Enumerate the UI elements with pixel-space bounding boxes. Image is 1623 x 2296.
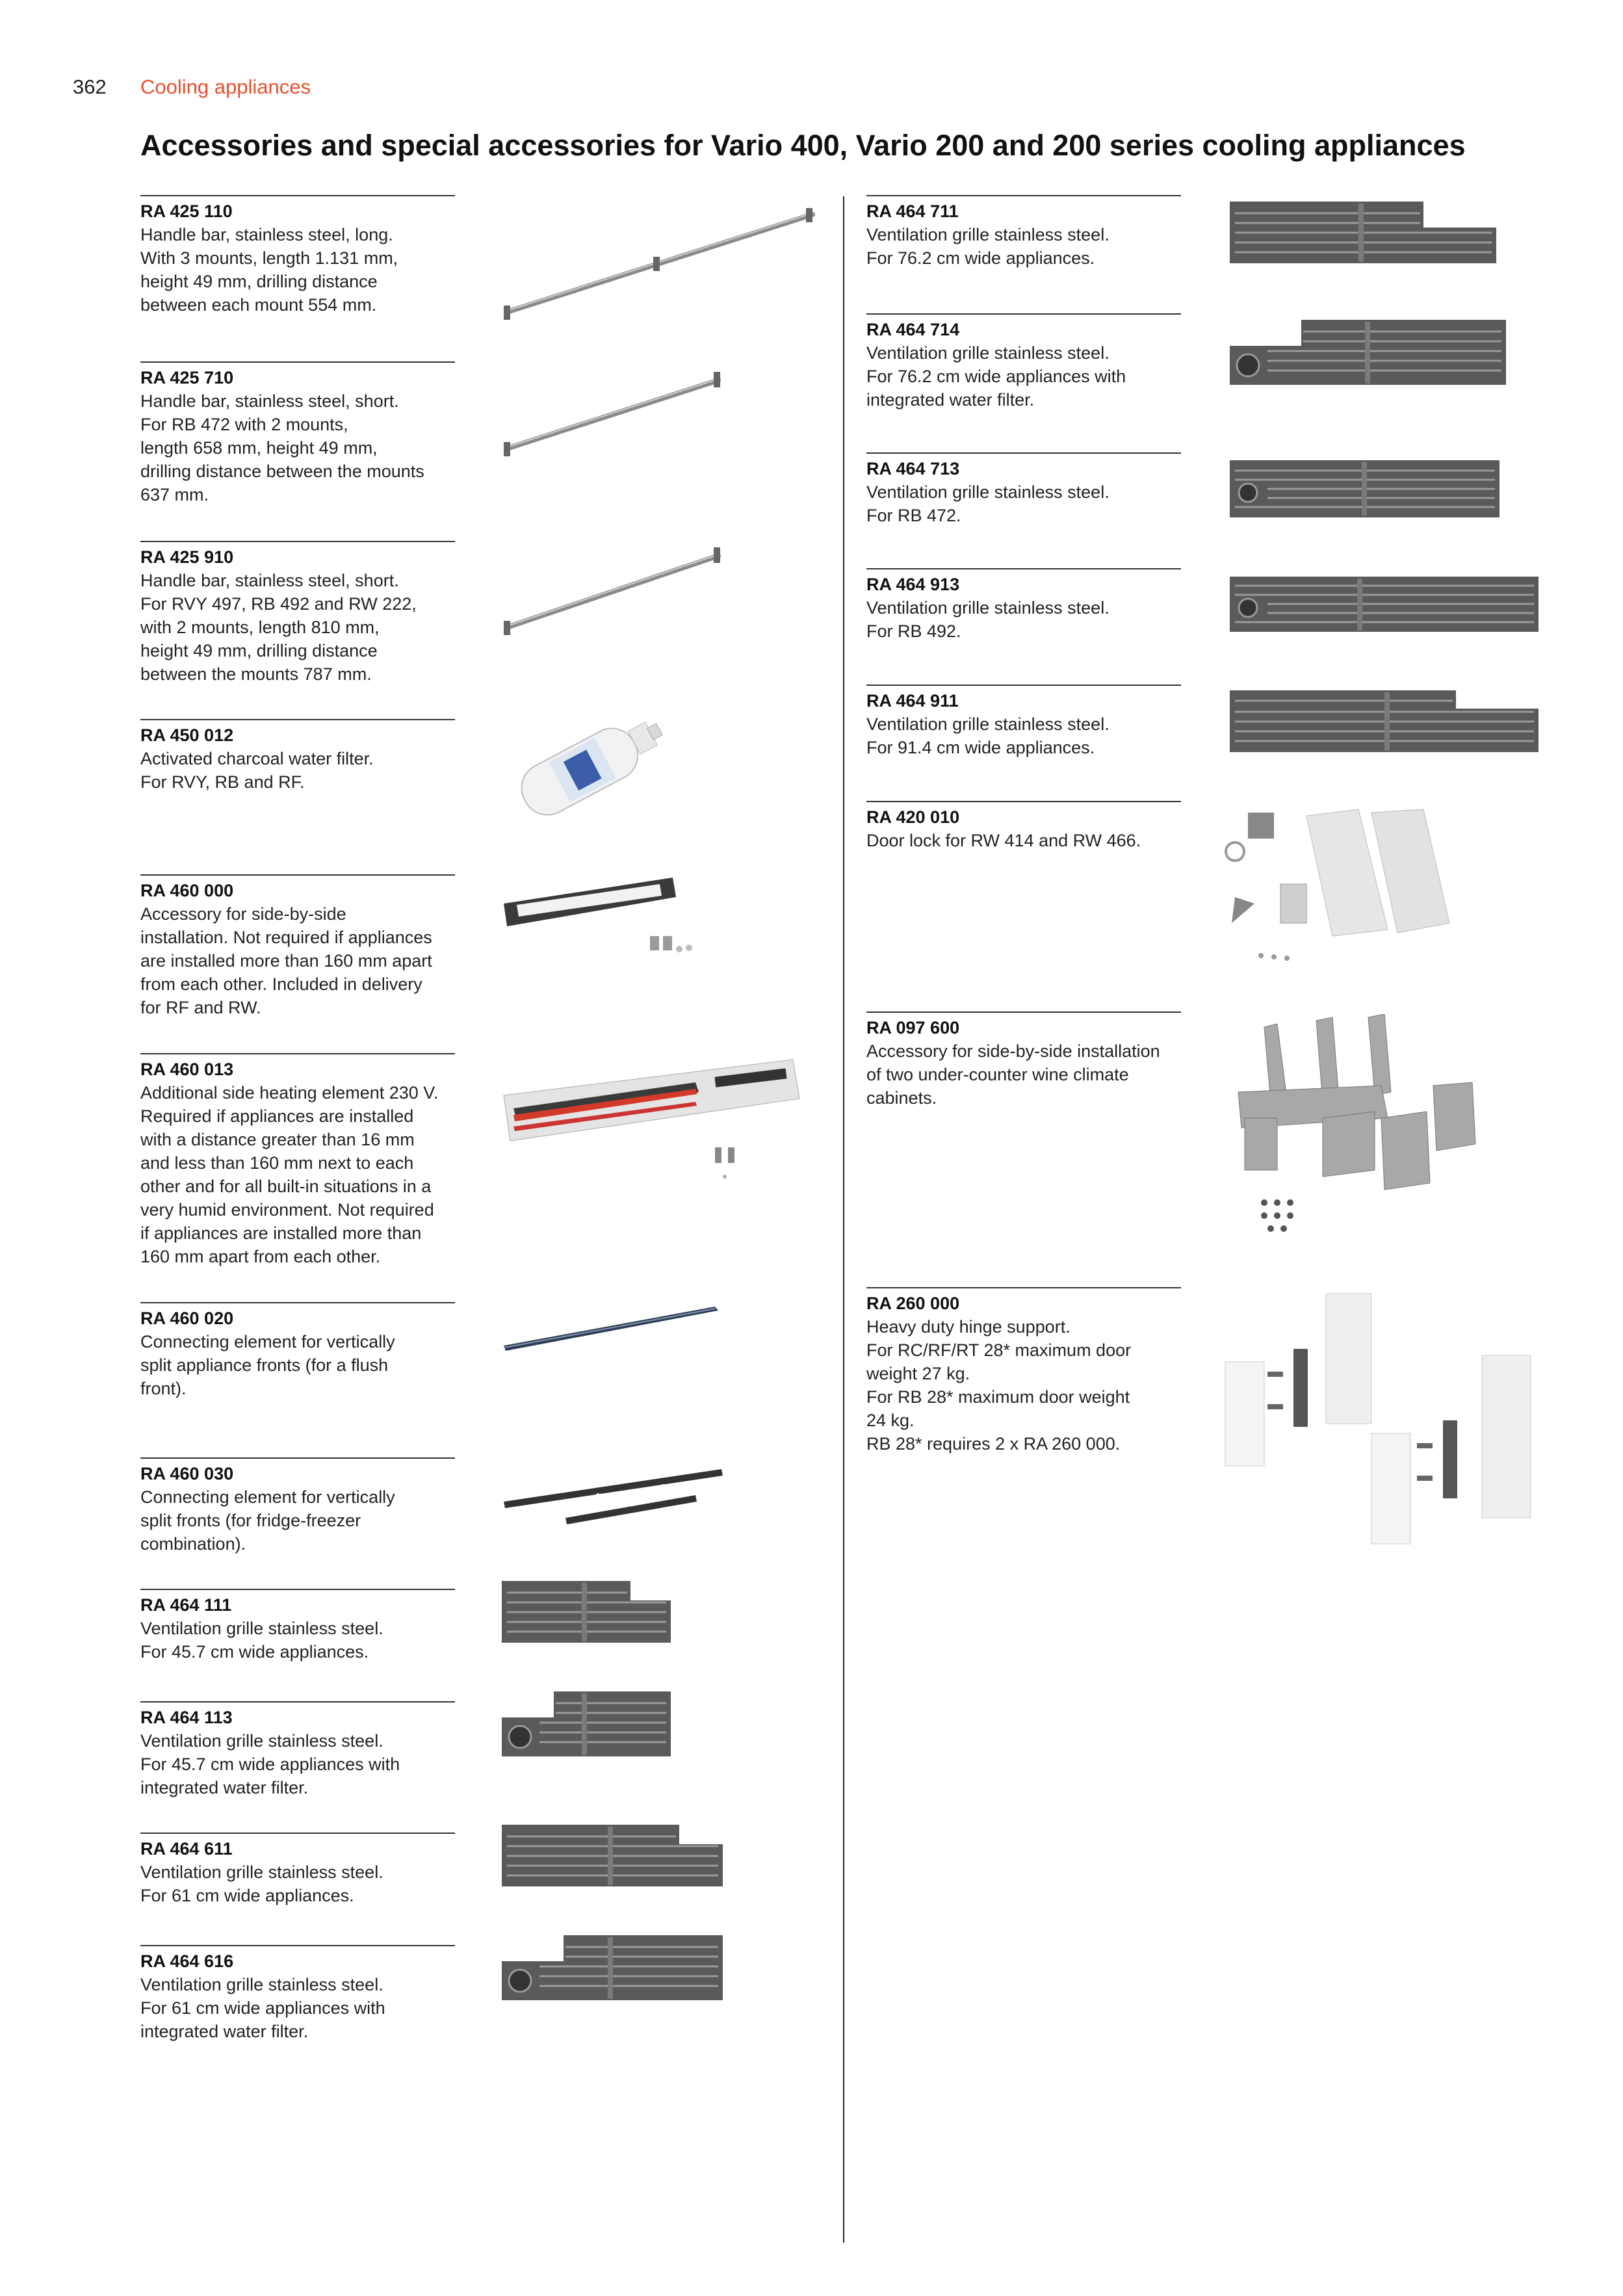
product-description: Accessory for side-by-side installation. Not required if appliances are installed more than 160 mm apart from each other. Included in delivery for RF and RW.	[140, 904, 432, 1017]
ventilation-grille-61-image	[500, 1823, 725, 1888]
product-ra-464-611	[140, 1833, 455, 1907]
product-code: RA 425 110	[140, 202, 233, 221]
product-description: Accessory for side-by-side installation of two under-counter wine climate cabinets.	[866, 1041, 1160, 1108]
handle-bar-long-image	[500, 202, 819, 325]
ventilation-grille-762-image	[1228, 200, 1498, 265]
product-ra-464-714	[866, 313, 1181, 411]
connecting-element-combination-image	[500, 1456, 728, 1528]
ventilation-grille-457-image	[500, 1580, 673, 1645]
product-description: Ventilation grille stainless steel. For 61 cm wide appliances.	[140, 1862, 383, 1905]
product-ra-260-000	[866, 1287, 1181, 1455]
handle-bar-short-910-image	[500, 540, 728, 637]
product-code: RA 464 111	[140, 1595, 232, 1615]
product-ra-450-012	[140, 719, 455, 794]
product-description: Ventilation grille stainless steel. For RB 492.	[866, 598, 1110, 641]
product-code: RA 464 113	[140, 1708, 233, 1727]
product-code: RA 460 020	[140, 1309, 234, 1328]
product-ra-420-010	[866, 801, 1181, 852]
product-ra-464-911	[866, 685, 1181, 759]
product-description: Handle bar, stainless steel, short. For RVY 497, RB 492 and RW 222, with 2 mounts, length 810 mm, height 49 mm, drilling distance between the mounts 787 mm.	[140, 571, 417, 684]
side-by-side-kit-image	[500, 871, 715, 969]
page-number: 362	[73, 75, 107, 98]
product-ra-460-000	[140, 874, 455, 1019]
product-ra-464-711	[866, 195, 1181, 270]
product-code: RA 420 010	[866, 807, 960, 827]
product-ra-460-020	[140, 1302, 455, 1400]
ventilation-grille-rb492-image	[1228, 575, 1540, 634]
water-filter-image	[497, 712, 679, 822]
side-by-side-wine-kit-image	[1225, 1014, 1485, 1248]
product-description: Connecting element for vertically split fronts (for fridge-freezer combination).	[140, 1487, 395, 1554]
product-ra-464-713	[866, 452, 1181, 527]
product-code: RA 097 600	[866, 1018, 960, 1037]
product-code: RA 260 000	[866, 1294, 960, 1313]
product-code: RA 425 910	[140, 547, 234, 567]
product-ra-464-616	[140, 1945, 455, 2043]
product-code: RA 464 616	[140, 1951, 234, 1971]
handle-bar-short-image	[500, 364, 728, 462]
page-title: Accessories and special accessories for Vario 400, Vario 200 and 200 series cooling appliances	[140, 129, 1466, 162]
product-code: RA 464 611	[140, 1839, 233, 1859]
product-code: RA 460 000	[140, 881, 234, 900]
product-code: RA 460 013	[140, 1060, 234, 1079]
product-description: Door lock for RW 414 and RW 466.	[866, 831, 1141, 850]
product-description: Ventilation grille stainless steel. For 91.4 cm wide appliances.	[866, 714, 1110, 757]
ventilation-grille-457-filter-image	[500, 1690, 673, 1758]
product-code: RA 460 030	[140, 1464, 234, 1483]
product-ra-425-710	[140, 361, 455, 506]
connecting-element-flush-image	[500, 1300, 721, 1359]
product-description: Ventilation grille stainless steel. For 76.2 cm wide appliances with integrated water filter.	[866, 343, 1126, 410]
product-description: Ventilation grille stainless steel. For 45.7 cm wide appliances with integrated water filter.	[140, 1731, 400, 1797]
product-description: Activated charcoal water filter. For RVY, RB and RF.	[140, 749, 374, 792]
ventilation-grille-rb472-image	[1228, 459, 1501, 519]
ventilation-grille-61-filter-image	[500, 1934, 725, 2002]
product-code: RA 464 711	[866, 202, 959, 221]
side-heating-element-image	[500, 1050, 806, 1180]
door-lock-kit-image	[1222, 806, 1495, 975]
product-description: Ventilation grille stainless steel. For 76.2 cm wide appliances.	[866, 225, 1110, 268]
section-title: Cooling appliances	[140, 75, 311, 98]
product-ra-460-030	[140, 1457, 455, 1556]
product-description: Ventilation grille stainless steel. For 61 cm wide appliances with integrated water filter.	[140, 1975, 385, 2041]
product-code: RA 464 713	[866, 459, 960, 478]
product-description: Additional side heating element 230 V. Required if appliances are installed with a distance greater than 16 mm and less than 160 mm next to each other and for all built-in situations in a very humid environment. Not required if appliances are installed more than 160 mm apart from each other.	[140, 1083, 439, 1266]
product-description: Ventilation grille stainless steel. For RB 472.	[866, 482, 1110, 525]
product-code: RA 450 012	[140, 725, 234, 745]
hinge-support-kit-image	[1222, 1290, 1534, 1550]
product-ra-425-110	[140, 195, 455, 317]
product-description: Handle bar, stainless steel, short. For RB 472 with 2 mounts, length 658 mm, height 49 mm, drilling distance between the mounts 637 mm.	[140, 391, 424, 504]
product-code: RA 464 911	[866, 691, 959, 711]
column-divider	[843, 196, 844, 2243]
ventilation-grille-914-image	[1228, 689, 1540, 754]
product-code: RA 464 714	[866, 320, 960, 339]
product-ra-460-013	[140, 1053, 455, 1268]
ventilation-grille-762-filter-image	[1228, 319, 1508, 387]
product-description: Handle bar, stainless steel, long. With 3 mounts, length 1.131 mm, height 49 mm, drilling distance between each mount 554 mm.	[140, 225, 398, 315]
product-ra-464-113	[140, 1701, 455, 1799]
product-ra-425-910	[140, 541, 455, 686]
product-ra-464-913	[866, 568, 1181, 643]
product-description: Heavy duty hinge support. For RC/RF/RT 28* maximum door weight 27 kg. For RB 28* maximum door weight 24 kg. RB 28* requires 2 x RA 260 000.	[866, 1317, 1132, 1454]
product-code: RA 464 913	[866, 575, 960, 594]
product-description: Connecting element for vertically split appliance fronts (for a flush front).	[140, 1332, 395, 1398]
product-ra-097-600	[866, 1011, 1181, 1110]
product-code: RA 425 710	[140, 368, 234, 387]
product-description: Ventilation grille stainless steel. For 45.7 cm wide appliances.	[140, 1619, 383, 1662]
product-ra-464-111	[140, 1589, 455, 1663]
